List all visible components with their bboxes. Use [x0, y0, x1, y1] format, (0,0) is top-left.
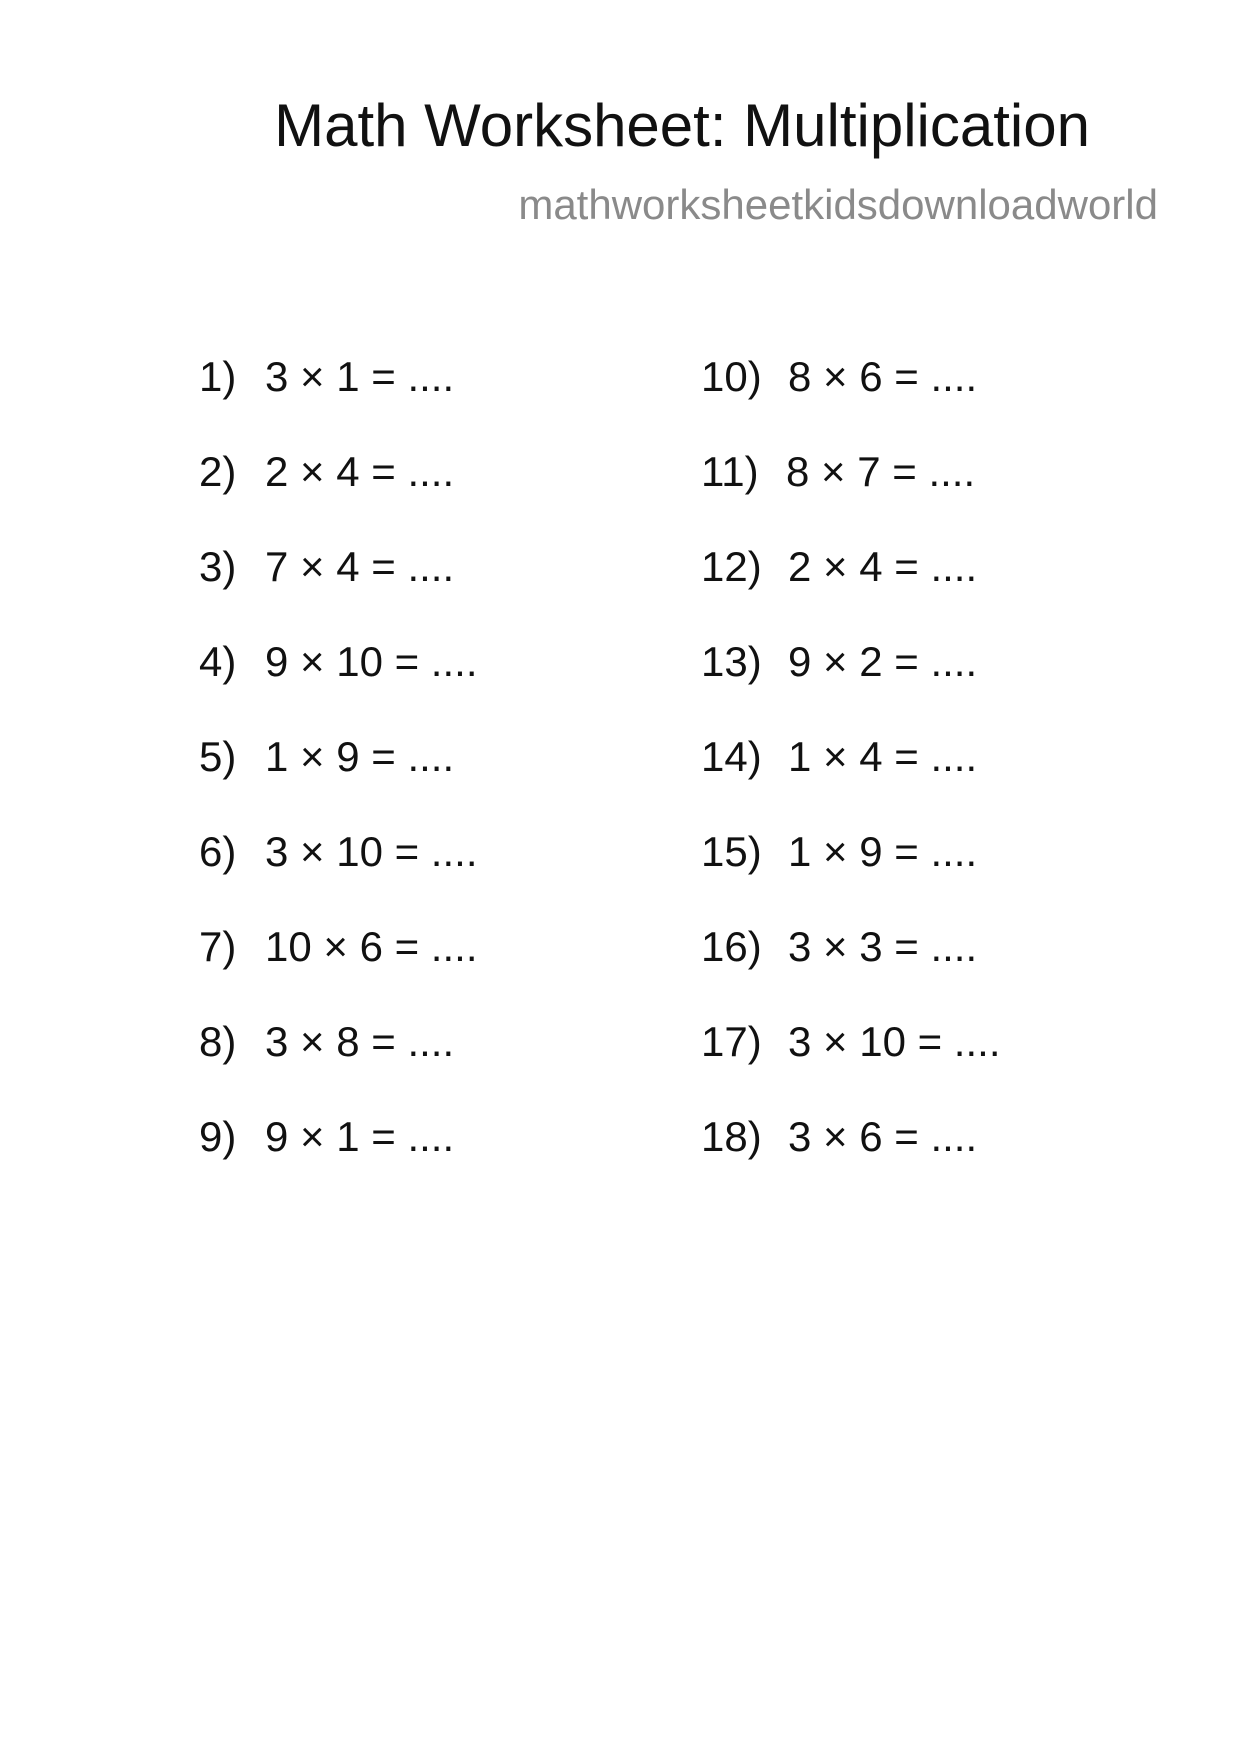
problem-expression: 3 × 3 = .... [788, 923, 978, 970]
problem-number: 12) [701, 543, 762, 590]
problem-number: 10) [701, 353, 762, 400]
problem-number: 16) [701, 923, 762, 970]
problem-expression: 2 × 4 = .... [265, 448, 455, 495]
problem-item [199, 638, 478, 736]
problem-item [701, 1113, 1000, 1211]
problem-item [199, 923, 478, 1021]
problem-item [199, 448, 477, 546]
problem-expression: 2 × 4 = .... [788, 543, 978, 590]
problems-column-right [701, 353, 1001, 1211]
problem-number: 8) [199, 1018, 237, 1065]
problem-item [701, 733, 1000, 831]
problem-number: 4) [199, 638, 237, 685]
problem-expression: 3 × 10 = .... [265, 828, 478, 875]
problem-expression: 8 × 7 = .... [786, 448, 976, 495]
problem-expression: 1 × 9 = .... [788, 828, 978, 875]
problem-expression: 3 × 10 = .... [788, 1018, 1001, 1065]
problem-number: 11) [701, 448, 759, 495]
problem-number: 3) [199, 543, 237, 590]
problem-item [199, 733, 477, 831]
problem-expression: 8 × 6 = .... [788, 353, 978, 400]
problem-expression: 9 × 1 = .... [265, 1113, 455, 1160]
problem-number: 1) [199, 353, 237, 400]
problem-expression: 3 × 1 = .... [265, 353, 455, 400]
worksheet-title: Math Worksheet: Multiplication [274, 92, 1090, 159]
problem-expression: 3 × 6 = .... [788, 1113, 978, 1160]
problem-number: 13) [701, 638, 762, 685]
problems-column-left [199, 353, 478, 1211]
problem-number: 6) [199, 828, 237, 875]
problem-item [199, 1113, 477, 1211]
problem-item [701, 828, 1000, 926]
problem-number: 7) [199, 923, 237, 970]
problem-expression: 1 × 9 = .... [265, 733, 455, 780]
problem-item [199, 353, 477, 451]
problem-expression: 1 × 4 = .... [788, 733, 978, 780]
problem-expression: 9 × 10 = .... [265, 638, 478, 685]
problem-item [701, 1018, 1001, 1116]
problem-expression: 3 × 8 = .... [265, 1018, 455, 1065]
problem-item [701, 543, 1000, 641]
problem-expression: 7 × 4 = .... [265, 543, 455, 590]
problem-expression: 10 × 6 = .... [265, 923, 478, 970]
problem-item [701, 638, 1000, 736]
problem-number: 9) [199, 1113, 237, 1160]
problem-number: 17) [701, 1018, 762, 1065]
problem-item [701, 448, 1000, 546]
problem-number: 15) [701, 828, 762, 875]
problem-item [701, 353, 1000, 451]
worksheet-subtitle: mathworksheetkidsdownloadworld [518, 181, 1158, 228]
problem-number: 18) [701, 1113, 762, 1160]
problem-item [701, 923, 1000, 1021]
problem-number: 2) [199, 448, 237, 495]
problem-item [199, 828, 478, 926]
problem-number: 14) [701, 733, 762, 780]
problem-item [199, 543, 477, 641]
problem-number: 5) [199, 733, 237, 780]
problem-expression: 9 × 2 = .... [788, 638, 978, 685]
problem-item [199, 1018, 477, 1116]
